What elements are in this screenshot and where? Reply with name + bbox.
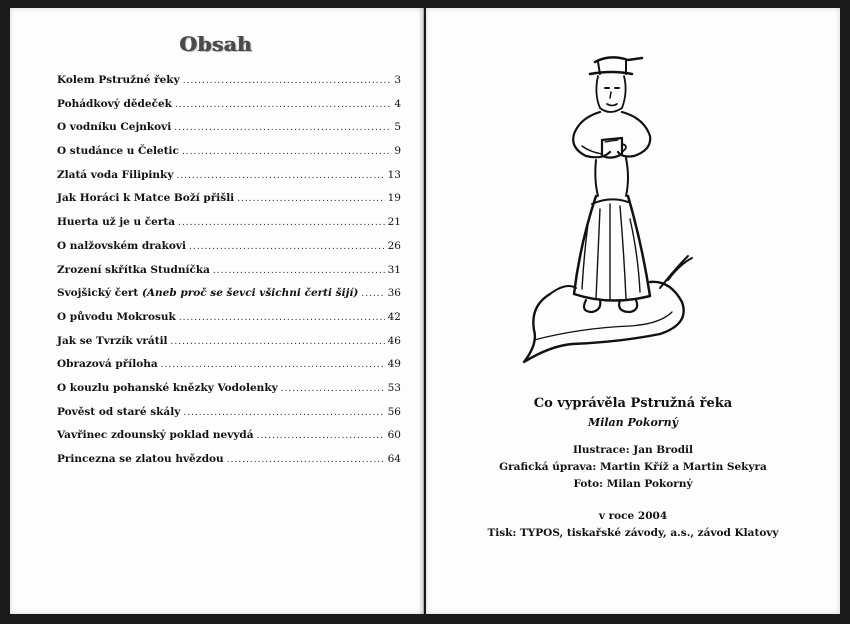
toc-entry-page-number: 19 bbox=[387, 192, 401, 205]
toc-entry-title bbox=[57, 192, 234, 204]
toc-entry-title-text: Huerta už je u čerta bbox=[57, 216, 176, 229]
toc-entry-title-text: Obrazová příloha bbox=[57, 358, 158, 371]
toc-list bbox=[57, 74, 401, 477]
toc-entry-title-text: Princezna se zlatou hvězdou bbox=[57, 453, 224, 465]
credit-photo: Foto: Milan Pokorný bbox=[573, 478, 693, 490]
toc-entry-page-number: 56 bbox=[387, 405, 401, 418]
toc-entry-page-number: 60 bbox=[387, 429, 401, 442]
toc-leader-dots bbox=[182, 147, 391, 157]
toc-leader-dots bbox=[361, 289, 384, 299]
toc-entry bbox=[57, 358, 401, 382]
toc-leader-dots bbox=[183, 408, 384, 418]
toc-leader-dots bbox=[257, 431, 385, 441]
toc-entry-title-text: Vavřinec zdounský poklad nevydá bbox=[57, 429, 254, 442]
toc-entry-title bbox=[57, 453, 224, 465]
toc-entry-title bbox=[57, 121, 171, 133]
toc-leader-dots bbox=[175, 100, 391, 110]
toc-entry-page-number: 42 bbox=[387, 310, 401, 323]
toc-entry-page-number: 3 bbox=[394, 74, 401, 86]
toc-entry-title bbox=[57, 311, 176, 323]
toc-entry-page-number: 64 bbox=[387, 453, 401, 465]
toc-entry-page-number: 53 bbox=[387, 381, 401, 394]
toc-entry-title bbox=[57, 287, 358, 299]
toc-entry-page-number: 13 bbox=[387, 168, 401, 181]
toc-entry bbox=[57, 98, 401, 122]
toc-entry-title-text: Zlatá voda Filipinky bbox=[57, 168, 174, 181]
toc-entry-title bbox=[57, 382, 278, 394]
toc-entry-title-text: O kouzlu pohanské knězky Vodolenky bbox=[57, 381, 278, 394]
toc-leader-dots bbox=[171, 337, 385, 347]
printer-credit: Tisk: TYPOS, tiskařské závody, a.s., závod Klatovy bbox=[487, 527, 779, 539]
toc-leader-dots bbox=[178, 218, 385, 228]
toc-entry-title-text: Svojšický čert bbox=[57, 287, 139, 300]
toc-entry-title-text: O nalžovském drakovi bbox=[57, 239, 186, 252]
toc-leader-dots bbox=[174, 123, 391, 133]
book-title: Co vyprávěla Pstružná řeka bbox=[533, 396, 733, 411]
toc-entry bbox=[57, 74, 401, 98]
toc-entry bbox=[57, 287, 401, 311]
toc-entry bbox=[57, 240, 401, 264]
right-page-colophon bbox=[426, 8, 840, 614]
toc-entry-page-number: 4 bbox=[394, 97, 401, 110]
toc-entry-title bbox=[57, 264, 210, 276]
credit-illustrations: Ilustrace: Jan Brodil bbox=[572, 444, 694, 456]
toc-entry bbox=[57, 429, 401, 453]
toc-leader-dots bbox=[176, 171, 384, 181]
toc-entry-title bbox=[57, 169, 173, 181]
toc-entry bbox=[57, 264, 401, 288]
toc-entry-title-text: Kolem Pstružné řeky bbox=[57, 74, 180, 86]
toc-entry-page-number: 5 bbox=[394, 121, 401, 134]
hand-drawn-figure-illustration bbox=[510, 44, 710, 364]
toc-entry-title-text: Jak Horáci k Matce Boží přišli bbox=[57, 192, 235, 205]
toc-leader-dots bbox=[237, 194, 384, 204]
toc-entry-title bbox=[57, 240, 186, 252]
toc-entry bbox=[57, 382, 401, 406]
toc-entry-title bbox=[57, 429, 254, 441]
toc-entry-title-text: Pověst od staré skály bbox=[57, 405, 181, 418]
toc-entry bbox=[57, 311, 401, 335]
toc-entry-title-text: O studánce u Čeletic bbox=[57, 145, 179, 158]
toc-entry bbox=[57, 453, 401, 477]
toc-entry-page-number: 21 bbox=[387, 216, 401, 229]
toc-entry bbox=[57, 216, 401, 240]
toc-entry-title bbox=[57, 98, 172, 110]
toc-leader-dots bbox=[189, 242, 385, 252]
toc-leader-dots bbox=[183, 76, 392, 86]
toc-leader-dots bbox=[281, 384, 385, 394]
toc-entry-title bbox=[57, 335, 168, 347]
toc-leader-dots bbox=[161, 360, 385, 370]
book-author: Milan Pokorný bbox=[588, 416, 678, 429]
toc-entry bbox=[57, 192, 401, 216]
toc-entry-title-text: Zrození skřítka Studníčka bbox=[57, 263, 210, 276]
toc-entry-title bbox=[57, 145, 179, 157]
toc-entry-title-text: Jak se Tvrzík vrátil bbox=[57, 334, 168, 347]
toc-entry-page-number: 36 bbox=[387, 287, 401, 300]
toc-entry-page-number: 26 bbox=[387, 239, 401, 252]
toc-entry-title-text: O původu Mokrosuk bbox=[57, 310, 176, 323]
toc-entry-page-number: 49 bbox=[387, 358, 401, 371]
toc-entry bbox=[57, 169, 401, 193]
toc-entry-title bbox=[57, 74, 180, 86]
toc-entry-page-number: 31 bbox=[387, 263, 401, 276]
toc-leader-dots bbox=[179, 313, 385, 323]
toc-entry-title-text: Pohádkový dědeček bbox=[57, 97, 172, 110]
left-page-table-of-contents bbox=[10, 8, 424, 614]
toc-leader-dots bbox=[213, 266, 385, 276]
credit-layout: Grafická úprava: Martin Kříž a Martin Sekyra bbox=[499, 461, 767, 473]
toc-entry-title bbox=[57, 406, 180, 418]
toc-entry-title bbox=[57, 216, 175, 228]
toc-entry bbox=[57, 335, 401, 359]
publication-year: v roce 2004 bbox=[598, 510, 668, 522]
toc-entry-page-number: 46 bbox=[387, 334, 401, 347]
toc-entry bbox=[57, 406, 401, 430]
toc-entry bbox=[57, 121, 401, 145]
toc-entry-title bbox=[57, 358, 158, 370]
toc-leader-dots bbox=[227, 455, 385, 465]
toc-heading: Obsah bbox=[180, 32, 253, 56]
toc-entry bbox=[57, 145, 401, 169]
toc-entry-title-text: O vodníku Cejnkovi bbox=[57, 121, 172, 134]
toc-entry-subtitle: (Aneb proč se ševci všichni čerti šijí) bbox=[141, 287, 359, 300]
toc-entry-page-number: 9 bbox=[394, 145, 401, 158]
